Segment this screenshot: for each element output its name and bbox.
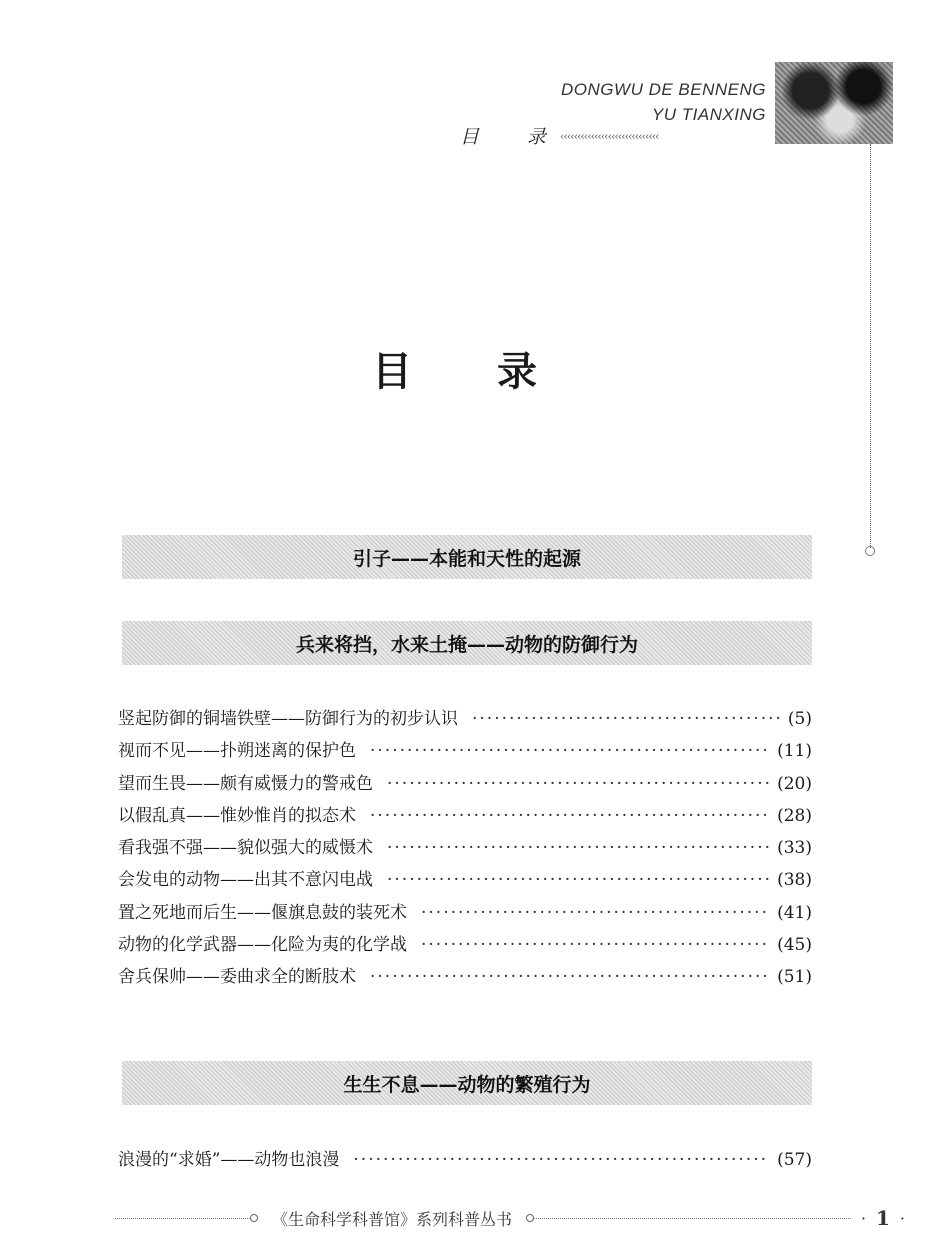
section-heading-intro: 引子——本能和天性的起源 [122,535,812,579]
toc-entry-title: 会发电的动物——出其不意闪电战 [118,870,373,891]
leader-dots [421,935,769,955]
toc-entry-title: 竖起防御的铜墙铁壁——防御行为的初步认识 [118,709,458,729]
leader-dots [387,870,769,890]
toc-entry-title: 动物的化学武器——化险为夷的化学战 [118,935,407,956]
toc-entry-title: 浪漫的“求婚”——动物也浪漫 [118,1150,340,1170]
footer-bullet: · [899,1208,905,1228]
toc-entry[interactable] [118,962,812,994]
header-pinyin-line2: YU TIANXING [651,105,766,124]
toc-entry-title: 以假乱真——惟妙惟肖的拟态术 [118,805,356,826]
leader-dots [472,709,780,729]
page-title-char2: 录 [497,348,537,395]
toc-entry[interactable] [118,865,812,897]
toc-entry[interactable] [118,1145,812,1177]
toc-entry-title: 置之死地而后生——偃旗息鼓的装死术 [118,902,407,923]
leader-dots [370,806,769,826]
toc-entry[interactable] [118,833,812,865]
toc-entry-page: (20) [777,773,812,794]
toc-entry[interactable] [118,736,812,768]
toc-entry-page: (28) [777,805,812,826]
footer-rule-right [534,1218,851,1219]
toc-entry-page: (11) [777,741,812,762]
page-number: 1 [875,1206,890,1230]
toc-entry[interactable] [118,704,812,736]
toc-list-defense [118,704,812,995]
footer-series-title: 《生命科学科普馆》系列科普丛书 [272,1209,513,1229]
toc-entry-page: (41) [777,902,812,923]
toc-entry-page: (38) [777,870,812,891]
header-animal-photo [775,62,893,144]
toc-entry-title: 看我强不强——貌似强大的威慑术 [118,838,373,859]
toc-entry[interactable] [118,898,812,930]
footer-circle-icon [526,1214,534,1222]
toc-entry-title: 视而不见——扑朔迷离的保护色 [118,741,356,762]
leader-dots [353,1150,769,1170]
toc-entry[interactable] [118,769,812,801]
toc-entry[interactable] [118,801,812,833]
toc-entry-title: 望而生畏——颇有威慑力的警戒色 [118,773,373,794]
header-chevron-rule: ‹‹‹‹‹‹‹‹‹‹‹‹‹‹‹‹‹‹‹‹‹‹‹‹‹‹‹‹‹ [560,130,659,143]
header-pinyin-line1: DONGWU DE BENNENG [561,80,766,99]
leader-dots [370,967,769,987]
rule-end-circle-icon [865,546,875,556]
toc-list-reproduction [118,1145,812,1177]
header-section-char2: 录 [527,126,547,148]
footer-bullet: · [860,1208,866,1228]
toc-entry-page: (57) [777,1150,812,1170]
toc-entry-title: 舍兵保帅——委曲求全的断肢术 [118,967,356,988]
page-footer [115,1206,905,1230]
page-title-char1: 目 [372,348,412,395]
footer-circle-icon [250,1214,258,1222]
header-section-char1: 目 [460,126,480,148]
toc-entry-page: (45) [777,935,812,956]
leader-dots [370,741,769,761]
leader-dots [387,838,769,858]
vertical-dotted-rule [870,144,871,548]
toc-entry-page: (51) [777,967,812,988]
section-heading-reproduction: 生生不息——动物的繁殖行为 [122,1061,812,1105]
leader-dots [387,774,769,794]
footer-rule-left [115,1218,250,1219]
toc-entry-page: (33) [777,838,812,859]
section-heading-defense: 兵来将挡，水来土掩——动物的防御行为 [122,621,812,665]
leader-dots [421,903,769,923]
toc-entry-page: (5) [787,709,812,729]
toc-entry[interactable] [118,930,812,962]
